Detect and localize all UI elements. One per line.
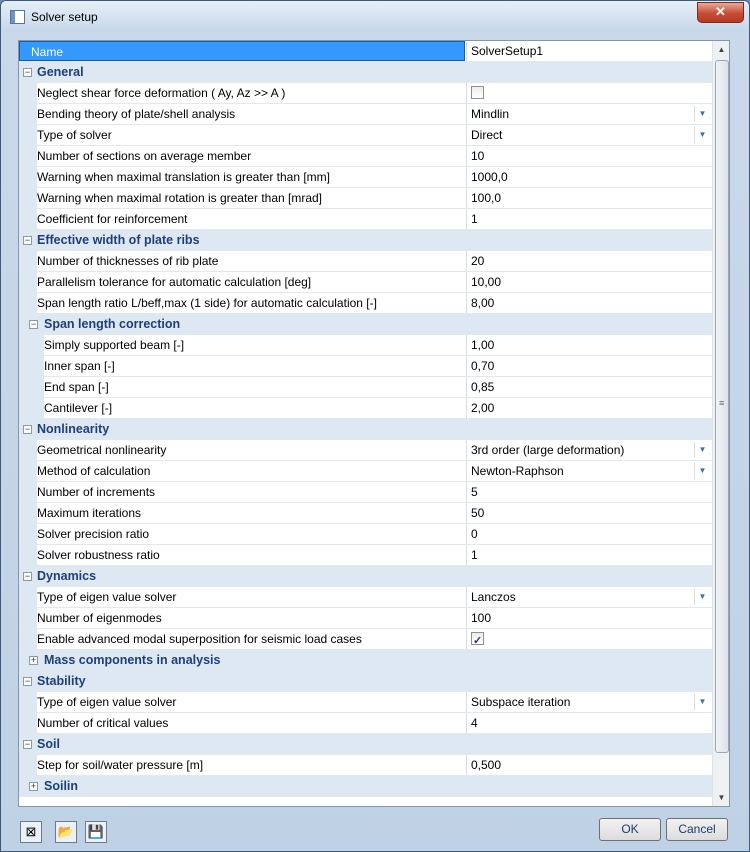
property-value-text: 50 <box>471 506 485 520</box>
property-label: Step for soil/water pressure [m] <box>19 755 465 775</box>
property-value-text: 0,85 <box>471 380 495 394</box>
property-value[interactable] <box>466 335 712 355</box>
property-label: Type of eigen value solver <box>19 692 465 712</box>
category-nonlinearity[interactable] <box>19 419 712 440</box>
property-value[interactable] <box>466 545 712 565</box>
property-value-text: 1 <box>471 548 478 562</box>
property-type-of-eigen-value-solver[interactable] <box>19 692 712 713</box>
collapse-icon[interactable]: − <box>24 676 31 686</box>
property-value-text: 5 <box>471 485 478 499</box>
row-gutter <box>19 524 37 544</box>
property-value[interactable] <box>466 713 712 733</box>
property-value[interactable] <box>466 167 712 187</box>
property-warning-when-maximal-rotation-is-greater-than-mrad[interactable] <box>19 188 712 209</box>
category-general[interactable] <box>19 62 712 83</box>
property-end-span[interactable] <box>19 377 712 398</box>
row-gutter <box>19 104 37 124</box>
property-value-text: 1000,0 <box>471 170 508 184</box>
row-gutter <box>19 356 44 376</box>
row-gutter <box>19 461 37 481</box>
row-gutter <box>19 146 37 166</box>
collapse-icon[interactable]: − <box>24 739 31 749</box>
window-icon <box>10 10 25 24</box>
property-value-text: Mindlin <box>471 107 510 121</box>
property-number-of-critical-values[interactable] <box>19 713 712 734</box>
expand-icon[interactable]: + <box>30 781 37 791</box>
name-row[interactable] <box>19 41 712 62</box>
open-button[interactable] <box>55 821 77 843</box>
property-value[interactable] <box>466 482 712 502</box>
property-label: Span length ratio L/beff,max (1 side) for automatic calculation [-] <box>19 293 465 313</box>
save-button[interactable] <box>85 821 107 843</box>
ok-button[interactable]: OK <box>599 818 661 841</box>
category-label: General <box>37 65 84 79</box>
property-number-of-eigenmodes[interactable] <box>19 608 712 629</box>
property-label: Number of critical values <box>19 713 465 733</box>
row-gutter <box>19 83 37 103</box>
property-value-text: 4 <box>471 716 478 730</box>
property-select[interactable] <box>466 125 712 145</box>
collapse-icon[interactable]: − <box>24 67 31 77</box>
property-value[interactable] <box>466 398 712 418</box>
close-button[interactable]: ✕ <box>697 2 744 23</box>
row-gutter <box>19 188 37 208</box>
property-value-text: 0,70 <box>471 359 495 373</box>
row-gutter <box>19 608 37 628</box>
category-stability[interactable] <box>19 671 712 692</box>
row-gutter <box>19 167 37 187</box>
category-dynamics[interactable] <box>19 566 712 587</box>
property-label: Method of calculation <box>19 461 465 481</box>
row-gutter <box>19 482 37 502</box>
title-bar[interactable] <box>1 1 749 32</box>
property-warning-when-maximal-translation-is-greater-than-mm[interactable] <box>19 167 712 188</box>
property-select[interactable] <box>466 461 712 481</box>
property-simply-supported-beam[interactable] <box>19 335 712 356</box>
row-gutter <box>19 272 37 292</box>
property-value[interactable] <box>466 608 712 628</box>
cancel-button[interactable]: Cancel <box>666 818 728 841</box>
category-label: Nonlinearity <box>37 422 110 436</box>
open-folder-icon: 📂 <box>57 824 75 839</box>
property-checkbox-cell <box>466 629 712 649</box>
name-value[interactable]: SolverSetup1 <box>466 41 712 61</box>
collapse-icon[interactable]: − <box>30 319 37 329</box>
property-label: Geometrical nonlinearity <box>19 440 465 460</box>
property-value[interactable] <box>466 524 712 544</box>
property-bending-theory-of-plate-shell-analysis[interactable] <box>19 104 712 125</box>
property-label: Type of eigen value solver <box>19 587 465 607</box>
property-type-of-eigen-value-solver[interactable] <box>19 587 712 608</box>
scroll-grip-icon: ≡ <box>719 398 725 408</box>
property-checkbox-cell <box>466 83 712 103</box>
property-value-text: 20 <box>471 254 485 268</box>
property-label: Bending theory of plate/shell analysis <box>19 104 465 124</box>
property-value[interactable] <box>466 188 712 208</box>
property-select[interactable] <box>466 104 712 124</box>
property-label: Coefficient for reinforcement <box>19 209 465 229</box>
collapse-icon[interactable]: − <box>24 424 31 434</box>
property-value-text: 2,00 <box>471 401 495 415</box>
property-neglect-shear-force-deformation-ay-az-a[interactable] <box>19 83 712 104</box>
collapse-icon[interactable]: − <box>24 235 31 245</box>
property-value-text: Subspace iteration <box>471 695 571 709</box>
property-value[interactable] <box>466 146 712 166</box>
row-gutter <box>19 440 37 460</box>
row-gutter <box>19 713 37 733</box>
property-label: Number of increments <box>19 482 465 502</box>
property-label: Warning when maximal translation is greater than [mm] <box>19 167 465 187</box>
property-span-length-ratio-l-beff-max-1-side-for-automatic-calculation[interactable] <box>19 293 712 314</box>
save-icon: 💾 <box>87 824 105 839</box>
property-enable-advanced-modal-superposition-for-seismic-load-cases[interactable] <box>19 629 712 650</box>
scroll-up-icon[interactable]: ▲ <box>717 45 726 54</box>
row-gutter <box>19 398 44 418</box>
property-solver-robustness-ratio[interactable] <box>19 545 712 566</box>
property-value-text: Direct <box>471 128 503 142</box>
property-label: Maximum iterations <box>19 503 465 523</box>
property-label: Simply supported beam [-] <box>19 335 465 355</box>
row-gutter <box>19 377 44 397</box>
property-value-text: 0,500 <box>471 758 502 772</box>
dropdown-arrow-icon[interactable]: ▼ <box>694 589 710 605</box>
property-grid <box>18 40 730 807</box>
property-type-of-solver[interactable] <box>19 125 712 146</box>
category-mass-components-in-analysis[interactable] <box>19 650 712 671</box>
property-value[interactable] <box>466 503 712 523</box>
category-effective-width-of-plate-ribs[interactable] <box>19 230 712 251</box>
property-label: Cantilever [-] <box>19 398 465 418</box>
property-value[interactable] <box>466 251 712 271</box>
property-label: Type of solver <box>19 125 465 145</box>
property-value[interactable] <box>466 356 712 376</box>
collapse-icon[interactable]: − <box>24 571 31 581</box>
category-span-length-correction[interactable] <box>19 314 712 335</box>
property-label: Number of sections on average member <box>19 146 465 166</box>
row-gutter <box>19 755 37 775</box>
property-rows <box>19 41 712 797</box>
property-select[interactable] <box>466 440 712 460</box>
property-value-text: 1,00 <box>471 338 495 352</box>
property-label: End span [-] <box>19 377 465 397</box>
row-gutter <box>19 692 37 712</box>
property-label: Number of eigenmodes <box>19 608 465 628</box>
scroll-down-icon[interactable]: ▼ <box>717 793 726 802</box>
property-solver-precision-ratio[interactable] <box>19 524 712 545</box>
dropdown-arrow-icon[interactable]: ▼ <box>694 694 710 710</box>
expand-icon[interactable]: + <box>30 655 37 665</box>
property-method-of-calculation[interactable] <box>19 461 712 482</box>
property-label: Inner span [-] <box>19 356 465 376</box>
row-gutter <box>19 587 37 607</box>
category-label: Stability <box>37 674 86 688</box>
property-coefficient-for-reinforcement[interactable] <box>19 209 712 230</box>
clear-button[interactable] <box>20 821 42 843</box>
property-maximum-iterations[interactable] <box>19 503 712 524</box>
property-label: Warning when maximal rotation is greater than [mrad] <box>19 188 465 208</box>
category-label: Mass components in analysis <box>44 653 221 667</box>
property-label: Solver precision ratio <box>19 524 465 544</box>
row-gutter <box>19 293 37 313</box>
dropdown-arrow-icon[interactable]: ▼ <box>694 463 710 479</box>
property-select[interactable] <box>466 587 712 607</box>
property-value-text: 10,00 <box>471 275 502 289</box>
property-label: Number of thicknesses of rib plate <box>19 251 465 271</box>
category-label: Soilin <box>44 779 79 793</box>
scroll-thumb[interactable] <box>715 60 729 753</box>
property-value-text: 10 <box>471 149 485 163</box>
property-select[interactable] <box>466 692 712 712</box>
category-soilin[interactable] <box>19 776 712 797</box>
dropdown-arrow-icon[interactable]: ▼ <box>694 442 710 458</box>
row-gutter <box>19 629 37 649</box>
category-label: Span length correction <box>44 317 181 331</box>
row-gutter <box>19 335 44 355</box>
dropdown-arrow-icon[interactable]: ▼ <box>694 127 710 143</box>
property-label: Parallelism tolerance for automatic calculation [deg] <box>19 272 465 292</box>
property-value-text: 0 <box>471 527 478 541</box>
property-value-text: Lanczos <box>471 590 516 604</box>
property-number-of-sections-on-average-member[interactable] <box>19 146 712 167</box>
property-value[interactable] <box>466 272 712 292</box>
clear-icon: ⊠ <box>25 824 37 839</box>
property-value-text: 8,00 <box>471 296 495 310</box>
row-gutter <box>19 503 37 523</box>
property-value-text: 1 <box>471 212 478 226</box>
row-gutter <box>19 125 37 145</box>
property-number-of-increments[interactable] <box>19 482 712 503</box>
property-value-text: 100 <box>471 611 492 625</box>
row-gutter <box>19 545 37 565</box>
category-label: Dynamics <box>37 569 97 583</box>
vertical-scrollbar[interactable] <box>712 41 730 806</box>
property-value[interactable] <box>466 293 712 313</box>
row-gutter <box>19 251 37 271</box>
property-parallelism-tolerance-for-automatic-calculation-deg[interactable] <box>19 272 712 293</box>
property-geometrical-nonlinearity[interactable] <box>19 440 712 461</box>
property-value-text: 100,0 <box>471 191 502 205</box>
category-label: Effective width of plate ribs <box>37 233 200 247</box>
row-gutter <box>19 209 37 229</box>
property-inner-span[interactable] <box>19 356 712 377</box>
dropdown-arrow-icon[interactable]: ▼ <box>694 106 710 122</box>
category-label: Soil <box>37 737 60 751</box>
property-cantilever[interactable] <box>19 398 712 419</box>
window-title: Solver setup <box>31 10 98 24</box>
property-checkbox[interactable] <box>471 86 484 99</box>
property-value-text: 3rd order (large deformation) <box>471 443 625 457</box>
property-label: Enable advanced modal superposition for seismic load cases <box>19 629 465 649</box>
property-checkbox[interactable] <box>471 632 484 645</box>
property-label: Neglect shear force deformation ( Ay, Az >> A ) <box>19 83 465 103</box>
property-label: Solver robustness ratio <box>19 545 465 565</box>
property-value[interactable] <box>466 377 712 397</box>
property-number-of-thicknesses-of-rib-plate[interactable] <box>19 251 712 272</box>
name-label: Name <box>19 41 465 61</box>
property-step-for-soil-water-pressure-m[interactable] <box>19 755 712 776</box>
property-value[interactable] <box>466 209 712 229</box>
property-value-text: Newton-Raphson <box>471 464 564 478</box>
category-soil[interactable] <box>19 734 712 755</box>
property-value[interactable] <box>466 755 712 775</box>
